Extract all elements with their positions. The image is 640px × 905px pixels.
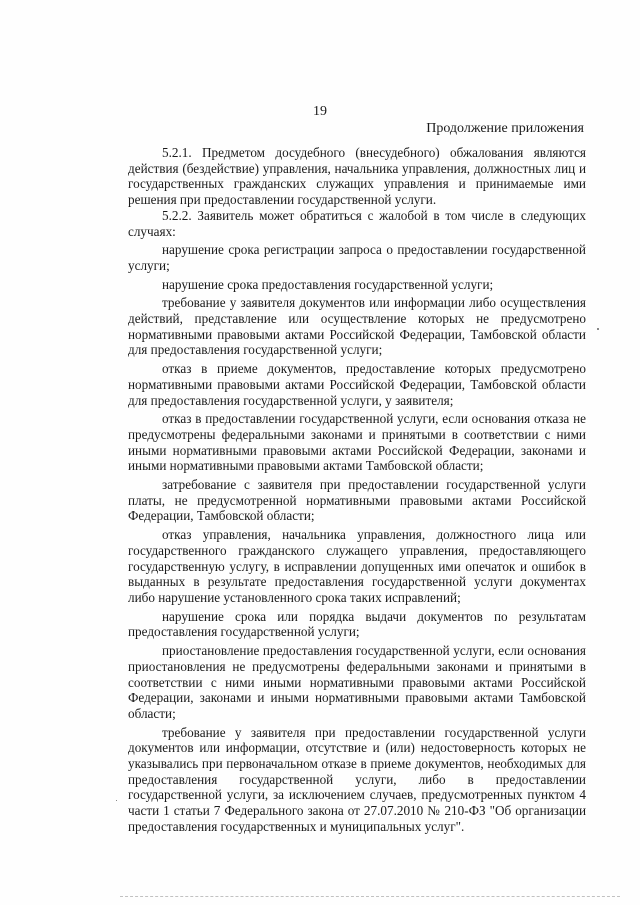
list-item: требование у заявителя документов или информации либо осуществления действий, представление или осуществление которых не предусмотрено нормативными правовыми актами Российской Федерации, Тамбовской области для предоставления государственной услуги;: [128, 295, 586, 358]
list-item: нарушение срока регистрации запроса о предоставлении государственной услуги;: [128, 242, 586, 273]
list-item: требование у заявителя при предоставлении государственной услуги документов или информации, отсутствие и (или) недостоверность которых не указывались при первоначальном отказе в приеме документов, необходимых для предоставления государственной услуги, либо в предоставлении государственной услуги, за исключением случаев, предусмотренных пунктом 4 части 1 статьи 7 Федерального закона от 27.07.2010 № 210-ФЗ "Об организации предоставления государственных и муниципальных услуг".: [128, 724, 586, 834]
scan-artifact: [597, 328, 599, 330]
paragraph-5-2-1: 5.2.1. Предметом досудебного (внесудебного) обжалования являются действия (бездействие) управления, начальника управления, должностных лиц и государственных гражданских служащих управления и принимаемые ими решения при предоставлении государственной услуги.: [128, 145, 586, 208]
paragraph-5-2-2: 5.2.2. Заявитель может обратиться с жалобой в том числе в следующих случаях:: [128, 207, 586, 239]
continuation-label: Продолжение приложения: [426, 121, 584, 136]
scan-artifact: [116, 800, 117, 801]
document-body: [128, 145, 586, 835]
scan-footer-artifact: [120, 896, 620, 899]
list-item: отказ в приеме документов, предоставление которых предусмотрено нормативными правовыми актами Российской Федерации, Тамбовской области для предоставления государственной услуги, у заявителя;: [128, 361, 586, 408]
list-item: отказ в предоставлении государственной услуги, если основания отказа не предусмотрены федеральными законами и принятыми в соответствии с ними иными нормативными правовыми актами Российской Федерации, законами и иными нормативными правовыми актами Тамбовской области;: [128, 411, 586, 474]
page-number: 19: [313, 104, 327, 119]
list-item: нарушение срока предоставления государственной услуги;: [162, 276, 494, 292]
list-item: нарушение срока или порядка выдачи документов по результатам предоставления государственной услуги;: [128, 608, 586, 640]
list-item: отказ управления, начальника управления, должностного лица или государственного гражданского служащего управления, предоставляющего государственную услугу, в исправлении допущенных ими опечаток и ошибок в выданных в результате предоставления государственной услуги документах либо нарушение установленного срока таких исправлений;: [128, 527, 586, 605]
list-item: затребование с заявителя при предоставлении государственной услуги платы, не предусмотренной нормативными правовыми актами Российской Федерации, Тамбовской области;: [128, 477, 586, 524]
list-item: приостановление предоставления государственной услуги, если основания приостановления не предусмотрены федеральными законами и принятыми в соответствии с ними иными нормативными правовыми актами Российской Федерации, законами и иными нормативными правовыми актами Тамбовской области;: [128, 643, 586, 721]
